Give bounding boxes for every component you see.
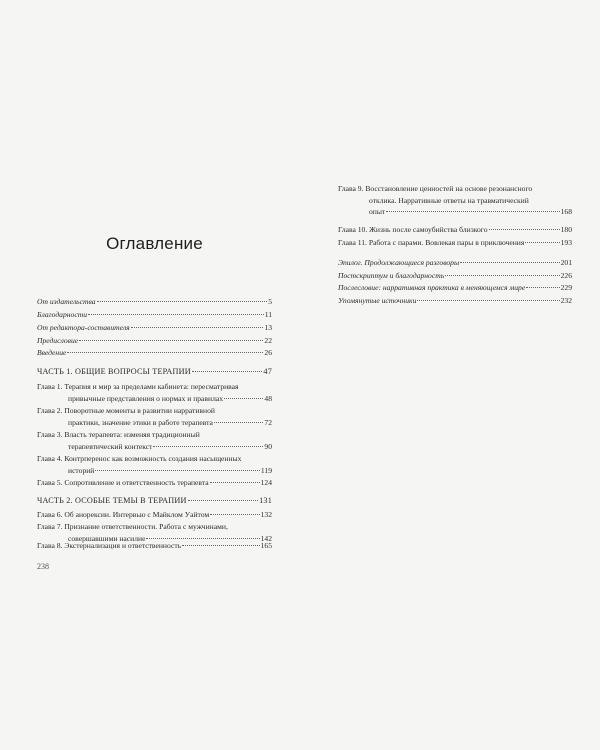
dot-leader <box>214 422 263 423</box>
dot-leader <box>188 500 258 501</box>
chapter-page: 168 <box>560 207 572 216</box>
dot-leader <box>88 314 264 315</box>
entry-page: 22 <box>264 336 272 345</box>
entry-title: От издательства <box>37 297 96 306</box>
entry-title: Послесловие: нарративная практика в меняющемся мире <box>338 283 526 292</box>
entry-title: Эпилог. Продолжающиеся разговоры <box>338 258 460 267</box>
chapter-page: 124 <box>260 478 272 487</box>
toc-entry-front-5 <box>37 347 272 359</box>
dot-leader <box>526 287 559 288</box>
toc-chapter-1 <box>37 381 272 404</box>
chapter-title-cont: терапевтический контекст <box>68 441 153 451</box>
dot-leader <box>97 301 268 302</box>
chapter-title: Глава 2. Поворотные моменты в развитии нарративной <box>37 406 215 415</box>
dot-leader <box>417 300 559 301</box>
dot-leader <box>131 327 264 328</box>
dot-leader <box>525 242 559 243</box>
dot-leader <box>445 275 559 276</box>
toc-chapter-3 <box>37 429 272 452</box>
dot-leader <box>489 229 560 230</box>
dot-leader <box>153 446 263 447</box>
dot-leader <box>79 340 263 341</box>
chapter-page: 72 <box>264 417 272 427</box>
dot-leader <box>210 514 259 515</box>
toc-entry-back-4 <box>338 295 572 307</box>
entry-page: 5 <box>268 297 272 306</box>
dot-leader <box>182 545 260 546</box>
entry-title: Упомянутые источники <box>338 296 417 305</box>
toc-entry-front-4 <box>37 335 272 347</box>
chapter-title: Глава 4. Контрперенос как возможность создания насыщенных <box>37 454 242 463</box>
dot-leader <box>460 262 559 263</box>
toc-entry-front-1 <box>37 296 272 308</box>
chapter-page: 193 <box>560 238 572 247</box>
entry-title: Благодарности <box>37 310 87 319</box>
chapter-title: Глава 3. Власть терапевта: изменяя традиционный <box>37 430 200 439</box>
toc-chapter-9 <box>338 183 572 218</box>
chapter-title-cont: совершавшими насилие <box>68 533 146 543</box>
toc-chapter-5 <box>37 477 272 489</box>
entry-page: 229 <box>560 283 572 292</box>
chapter-page: 180 <box>560 225 572 234</box>
toc-chapter-10 <box>338 224 572 236</box>
chapter-title-cont: отклика. Нарративные ответы на травматический <box>369 195 529 205</box>
part-title: ЧАСТЬ 1. ОБЩИЕ ВОПРОСЫ ТЕРАПИИ <box>37 367 191 376</box>
chapter-title-cont: практики, значение этики в работе терапевта <box>68 417 213 427</box>
dot-leader <box>67 352 263 353</box>
toc-part-2 <box>37 495 272 507</box>
toc-chapter-11 <box>338 237 572 249</box>
toc-entry-back-1 <box>338 257 572 269</box>
chapter-page: 142 <box>260 533 272 543</box>
chapter-title: Глава 5. Сопротивление и ответственность терапевта <box>37 478 209 487</box>
entry-page: 26 <box>264 348 272 357</box>
chapter-page: 90 <box>264 441 272 451</box>
chapter-title-cont: историй <box>68 465 95 475</box>
part-title: ЧАСТЬ 2. ОСОБЫЕ ТЕМЫ В ТЕРАПИИ <box>37 496 187 505</box>
chapter-title: Глава 11. Работа с парами. Вовлекая пары в приключения <box>338 238 525 247</box>
chapter-page: 48 <box>264 393 272 403</box>
entry-title: Постскриптум и благодарность <box>338 271 445 280</box>
chapter-title: Глава 9. Восстановление ценностей на основе резонансного <box>338 184 533 193</box>
entry-page: 13 <box>264 323 272 332</box>
chapter-title: Глава 6. Об анорексии. Интервью с Майклом Уайтом <box>37 510 210 519</box>
toc-part-1 <box>37 366 272 378</box>
dot-leader <box>95 470 260 471</box>
entry-page: 232 <box>560 296 572 305</box>
entry-page: 226 <box>560 271 572 280</box>
part-page: 131 <box>259 496 272 505</box>
toc-chapter-4 <box>37 453 272 476</box>
dot-leader <box>386 211 559 212</box>
chapter-page: 165 <box>260 541 272 550</box>
dot-leader <box>210 482 260 483</box>
toc-entry-front-2 <box>37 309 272 321</box>
toc-entry-back-3 <box>338 282 572 294</box>
chapter-title: Глава 10. Жизнь после самоубийства близкого <box>338 225 488 234</box>
toc-chapter-6 <box>37 509 272 521</box>
toc-entry-back-2 <box>338 270 572 282</box>
toc-entry-front-3 <box>37 322 272 334</box>
chapter-page: 119 <box>260 465 272 475</box>
entry-page: 11 <box>264 310 272 319</box>
entry-title: Предисловие <box>37 336 79 345</box>
entry-title: Введение <box>37 348 67 357</box>
toc-chapter-2 <box>37 405 272 428</box>
chapter-title-cont: привычные представления о нормах и правилах <box>68 393 224 403</box>
part-page: 47 <box>263 367 272 376</box>
dot-leader <box>146 538 259 539</box>
dot-leader <box>224 398 263 399</box>
chapter-title: Глава 1. Терапия и мир за пределами кабинета: пересматривая <box>37 382 239 391</box>
dot-leader <box>192 371 263 372</box>
chapter-title: Глава 8. Экстернализация и ответственность <box>37 541 182 550</box>
entry-page: 201 <box>560 258 572 267</box>
toc-chapter-8 <box>37 540 272 552</box>
page-number: 238 <box>37 562 49 571</box>
toc-title: Оглавление <box>106 234 203 253</box>
chapter-title: Глава 7. Признание ответственности. Работа с мужчинами, <box>37 522 228 531</box>
chapter-title-cont: опыт <box>369 207 386 216</box>
chapter-page: 132 <box>260 510 272 519</box>
entry-title: От редактора-составителя <box>37 323 130 332</box>
